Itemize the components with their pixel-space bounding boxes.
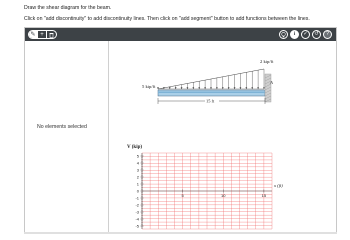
- toolbar: [25, 28, 336, 41]
- beam-and-graph: [110, 41, 336, 234]
- y-tick-label: 0: [136, 188, 139, 194]
- y-tick-label: -1: [135, 195, 139, 201]
- y-tick-label: -4: [135, 216, 139, 222]
- y-tick-label: -3: [135, 209, 139, 215]
- y-tick-label: 2: [136, 174, 139, 180]
- y-axis-label: V (kip): [127, 145, 143, 150]
- trash-icon[interactable]: [47, 31, 56, 38]
- x-axis-label: x (ft): [274, 183, 283, 188]
- x-tick-label: 10: [221, 193, 226, 198]
- bottom-strip: [24, 232, 337, 234]
- check-icon[interactable]: ✓: [301, 30, 310, 39]
- span-label: 15 ft: [206, 98, 215, 104]
- problem-frame: [24, 27, 337, 234]
- fixed-wall: [265, 74, 271, 102]
- y-tick-label: -5: [135, 223, 139, 229]
- y-tick-label: 3: [136, 167, 139, 173]
- y-tick-label: 5: [136, 153, 139, 159]
- distributed-load: [157, 69, 265, 89]
- point-a-label: A: [270, 80, 273, 85]
- instruction-line-1: Draw the shear diagram for the beam.: [24, 5, 112, 11]
- lightbulb-icon[interactable]: [279, 30, 288, 39]
- instruction-line-2: Click on "add discontinuity" to add discontinuity lines. Then click on "add segment" button to add functions between the lines.: [24, 16, 310, 22]
- help-button[interactable]: ?: [323, 30, 332, 39]
- x-tick-label: 5: [181, 193, 184, 198]
- plus-icon[interactable]: +: [38, 31, 47, 38]
- pencil-icon[interactable]: ✎: [29, 31, 38, 38]
- toolbar-right: [279, 30, 332, 39]
- y-tick-label: 4: [136, 160, 139, 166]
- tool-group: [28, 30, 57, 39]
- side-panel: [25, 41, 109, 234]
- reset-icon[interactable]: ↺: [312, 30, 321, 39]
- beam-highlight: [158, 92, 265, 94]
- load-right-label: 2 kip/ft: [260, 59, 274, 64]
- y-tick-label: -2: [135, 202, 139, 208]
- drawing-canvas[interactable]: [110, 41, 336, 234]
- x-tick-label: 15: [261, 193, 267, 198]
- info-button[interactable]: i: [290, 30, 299, 39]
- y-tick-label: 1: [136, 181, 139, 187]
- load-left-label: 5 kip/ft: [142, 84, 156, 89]
- y-ticks: [135, 153, 143, 228]
- selection-message: No elements selected: [37, 124, 87, 130]
